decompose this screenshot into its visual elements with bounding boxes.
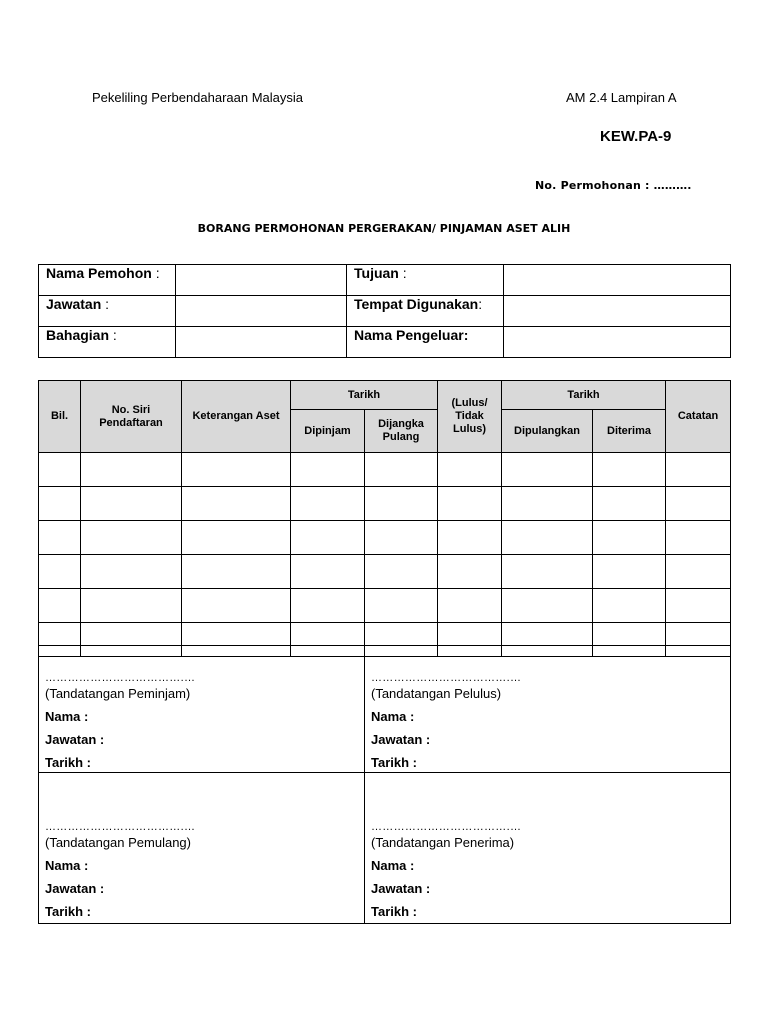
date-label: Tarikh : (371, 755, 417, 770)
borrower-signature-block[interactable] (39, 646, 365, 773)
applicant-info-table (38, 264, 731, 358)
table-cell[interactable] (182, 589, 291, 623)
table-cell[interactable] (39, 521, 81, 555)
attachment-reference: AM 2.4 Lampiran A (566, 90, 677, 105)
table-cell[interactable] (291, 555, 365, 589)
receiver-signature-label: (Tandatangan Penerima) (371, 835, 515, 850)
table-cell[interactable] (182, 487, 291, 521)
form-title: BORANG PERMOHONAN PERGERAKAN/ PINJAMAN ASET ALIH (197, 222, 571, 235)
name-label: Nama : (371, 858, 415, 873)
issuer-name-label: Nama Pengeluar: (347, 327, 504, 358)
table-cell[interactable] (39, 453, 81, 487)
borrower-signature-label: (Tandatangan Peminjam) (45, 686, 191, 701)
table-cell[interactable] (593, 555, 666, 589)
date-group-header-2: Tarikh (502, 381, 666, 410)
table-cell[interactable] (502, 555, 593, 589)
table-cell[interactable] (291, 487, 365, 521)
table-row (39, 555, 731, 589)
position-label: Jawatan : (371, 881, 431, 896)
signature-line: ……………………………….… (371, 672, 522, 684)
col-notes-header: Catatan (666, 381, 731, 453)
col-serial-header: No. Siri Pendaftaran (81, 381, 182, 453)
place-used-field[interactable] (504, 296, 731, 327)
position-label: Jawatan : (45, 881, 105, 896)
signature-table (38, 645, 731, 924)
table-cell[interactable] (666, 589, 731, 623)
table-cell[interactable] (365, 589, 438, 623)
circular-reference: Pekeliling Perbendaharaan Malaysia (92, 90, 304, 105)
col-borrowed-header: Dipinjam (291, 410, 365, 453)
receiver-signature-block[interactable] (365, 773, 731, 924)
date-label: Tarikh : (45, 755, 91, 770)
col-approval-header: (Lulus/ Tidak Lulus) (438, 381, 502, 453)
col-returned-header: Dipulangkan (502, 410, 593, 453)
table-cell[interactable] (39, 589, 81, 623)
date-group-header-1: Tarikh (291, 381, 438, 410)
table-cell[interactable] (438, 555, 502, 589)
table-cell[interactable] (365, 487, 438, 521)
table-cell[interactable] (81, 487, 182, 521)
table-cell[interactable] (81, 521, 182, 555)
signature-line: ……………………………….… (371, 821, 522, 833)
table-cell[interactable] (502, 521, 593, 555)
table-cell[interactable] (502, 453, 593, 487)
table-cell[interactable] (81, 589, 182, 623)
returner-signature-label: (Tandatangan Pemulang) (45, 835, 191, 850)
table-cell[interactable] (182, 521, 291, 555)
table-cell[interactable] (438, 521, 502, 555)
table-cell[interactable] (438, 453, 502, 487)
returner-signature-block[interactable] (39, 773, 365, 924)
name-label: Nama : (371, 709, 415, 724)
name-label: Nama : (45, 709, 89, 724)
table-cell[interactable] (593, 521, 666, 555)
table-cell[interactable] (593, 453, 666, 487)
signature-line: ……………………………….… (45, 821, 196, 833)
table-cell[interactable] (365, 521, 438, 555)
division-field[interactable] (176, 327, 347, 358)
table-cell[interactable] (666, 555, 731, 589)
table-cell[interactable] (593, 589, 666, 623)
form-code: KEW.PA-9 (600, 128, 672, 145)
position-label: Jawatan : (39, 296, 176, 327)
table-cell[interactable] (365, 453, 438, 487)
table-cell[interactable] (502, 487, 593, 521)
table-cell[interactable] (81, 453, 182, 487)
applicant-name-field[interactable] (176, 265, 347, 296)
table-cell[interactable] (593, 487, 666, 521)
table-cell[interactable] (182, 555, 291, 589)
division-label: Bahagian : (39, 327, 176, 358)
position-label: Jawatan : (45, 732, 105, 747)
table-cell[interactable] (39, 487, 81, 521)
table-cell[interactable] (291, 589, 365, 623)
place-used-label: Tempat Digunakan: (347, 296, 504, 327)
table-row (39, 453, 731, 487)
approver-signature-label: (Tandatangan Pelulus) (371, 686, 502, 701)
name-label: Nama : (45, 858, 89, 873)
applicant-name-label: Nama Pemohon : (39, 265, 176, 296)
table-cell[interactable] (438, 487, 502, 521)
table-cell[interactable] (291, 521, 365, 555)
table-cell[interactable] (438, 589, 502, 623)
table-cell[interactable] (39, 555, 81, 589)
asset-table (38, 380, 731, 657)
signature-line: ……………………………….… (45, 672, 196, 684)
col-description-header: Keterangan Aset (182, 381, 291, 453)
col-received-header: Diterima (593, 410, 666, 453)
col-no-header: Bil. (39, 381, 81, 453)
purpose-label: Tujuan : (347, 265, 504, 296)
position-field[interactable] (176, 296, 347, 327)
table-row (39, 487, 731, 521)
table-cell[interactable] (666, 487, 731, 521)
table-cell[interactable] (81, 555, 182, 589)
table-row (39, 521, 731, 555)
table-cell[interactable] (182, 453, 291, 487)
table-cell[interactable] (502, 589, 593, 623)
position-label: Jawatan : (371, 732, 431, 747)
table-row (39, 589, 731, 623)
issuer-name-field[interactable] (504, 327, 731, 358)
table-cell[interactable] (666, 453, 731, 487)
col-expected-return-header: Dijangka Pulang (365, 410, 438, 453)
approver-signature-block[interactable] (365, 646, 731, 773)
date-label: Tarikh : (45, 904, 91, 919)
purpose-field[interactable] (504, 265, 731, 296)
table-cell[interactable] (291, 453, 365, 487)
table-cell[interactable] (666, 521, 731, 555)
date-label: Tarikh : (371, 904, 417, 919)
application-number: No. Permohonan : ………. (535, 179, 692, 192)
table-cell[interactable] (365, 555, 438, 589)
